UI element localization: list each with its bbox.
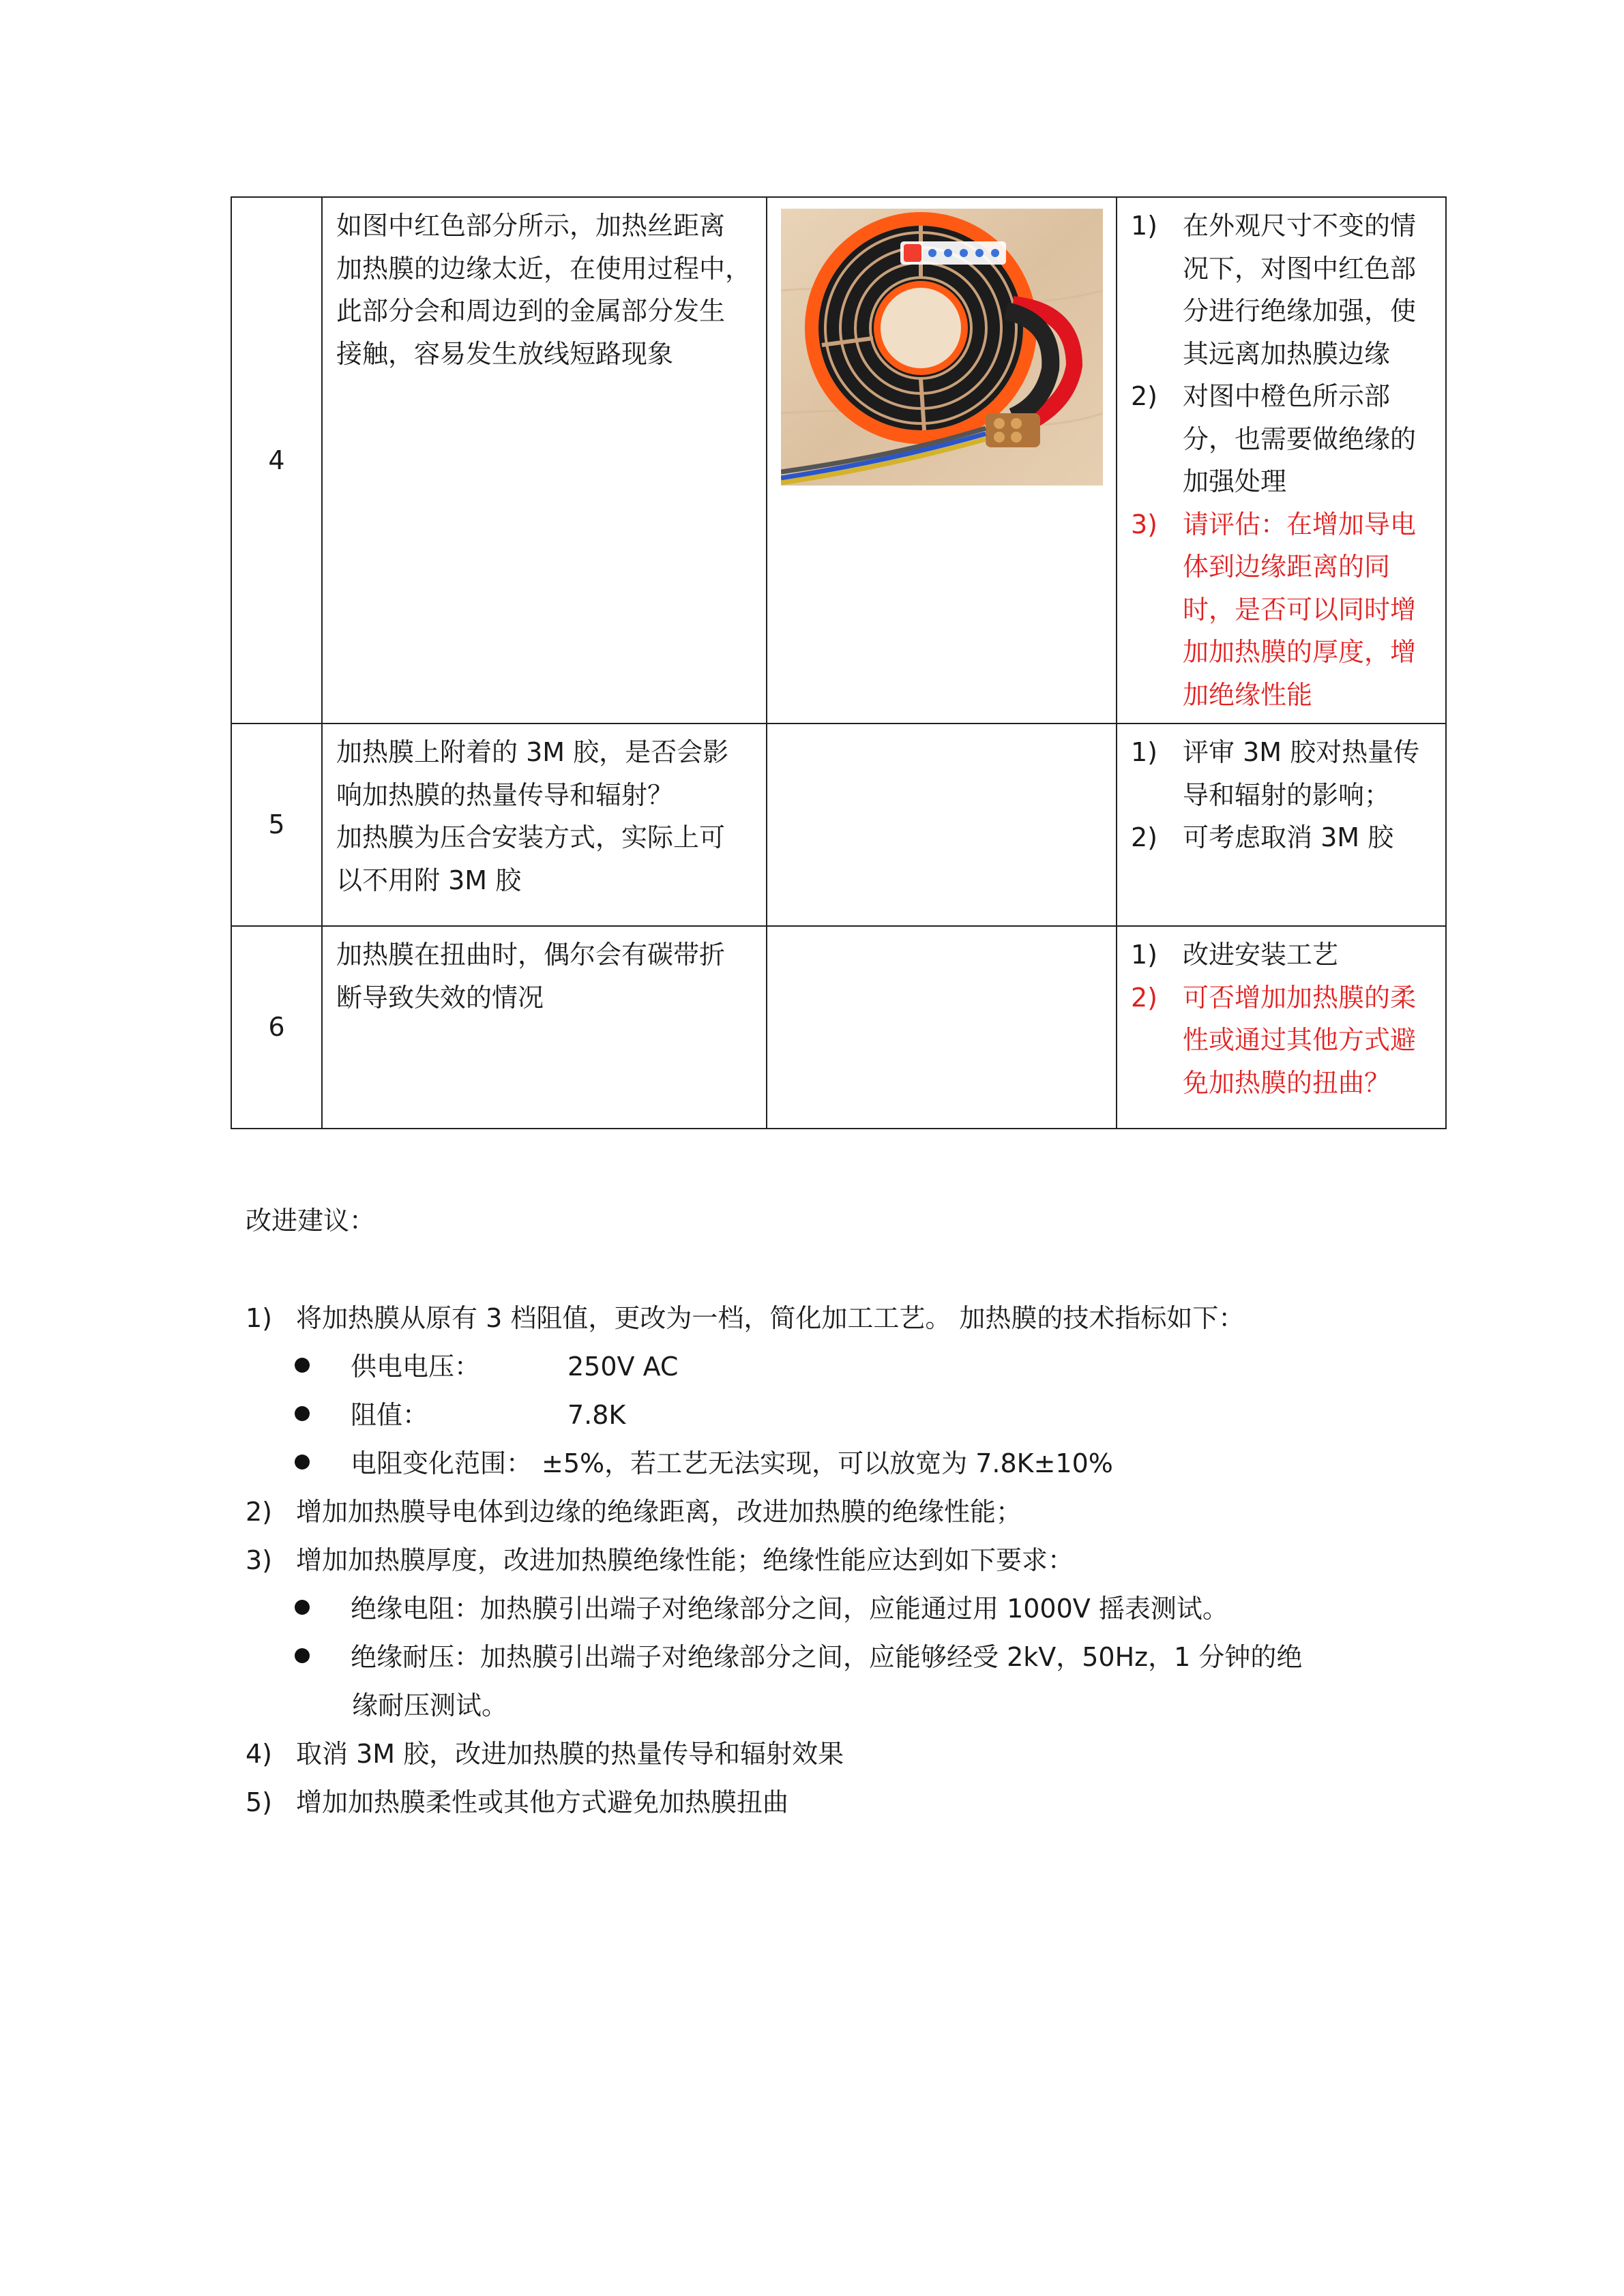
problem-cell: 如图中红色部分所示，加热丝距离 加热膜的边缘太近，在使用过程中， 此部分会和周边到的金属部分发生 接触，容易发生放线短路现象	[322, 197, 767, 724]
bullet-icon	[295, 1455, 310, 1470]
spec-item: 供电电压： 250V AC	[295, 1343, 678, 1391]
list-item: 1) 在外观尺寸不变的情 况下，对图中红色部 分进行绝缘加强，使 其远离加热膜边缘	[1131, 211, 1417, 369]
problem-cell: 加热膜上附着的 3M 胶，是否会影 响加热膜的热量传导和辐射？ 加热膜为压合安装方式，实际上可 以不用附 3M 胶	[322, 724, 767, 926]
image-cell	[767, 724, 1117, 926]
list-item: 2) 对图中橙色所示部 分，也需要做绝缘的 加强处理	[1131, 381, 1417, 496]
requirement-item: 绝缘耐压：加热膜引出端子对绝缘部分之间，应能够经受 2kV，50Hz，1 分钟的绝	[295, 1633, 1302, 1682]
spec-item: 电阻变化范围： ±5%，若工艺无法实现，可以放宽为 7.8K±10%	[295, 1440, 1113, 1488]
solution-cell	[1117, 197, 1446, 724]
image-cell	[767, 926, 1117, 1129]
bullet-icon	[295, 1600, 310, 1615]
bullet-icon	[295, 1358, 310, 1373]
section-heading: 改进建议：	[246, 1206, 376, 1236]
list-item: 3) 请评估：在增加导电 体到边缘距离的同 时，是否可以同时增 加加热膜的厚度，增 加绝缘性能	[1131, 509, 1417, 710]
list-item: 2) 增加加热膜导电体到边缘的绝缘距离，改进加热膜的绝缘性能；	[246, 1497, 1022, 1527]
bullet-icon	[295, 1648, 310, 1663]
image-cell	[767, 197, 1117, 724]
heating-film-photo	[781, 209, 1103, 486]
list-item: 4) 取消 3M 胶，改进加热膜的热量传导和辐射效果	[246, 1739, 844, 1769]
table-row	[231, 197, 1446, 724]
list-item: 1) 评审 3M 胶对热量传 导和辐射的影响；	[1131, 737, 1420, 810]
list-item: 1) 将加热膜从原有 3 档阻值，更改为一档，简化加工工艺。 加热膜的技术指标如下：	[246, 1303, 1245, 1333]
bullet-icon	[295, 1406, 310, 1421]
solution-cell	[1117, 724, 1446, 926]
table-row	[231, 926, 1446, 1129]
problem-cell: 加热膜在扭曲时，偶尔会有碳带折 断导致失效的情况	[322, 926, 767, 1129]
list-item: 5) 增加加热膜柔性或其他方式避免加热膜扭曲	[246, 1787, 789, 1817]
row-number: 4	[231, 197, 322, 724]
list-item: 2) 可考虑取消 3M 胶	[1131, 822, 1394, 852]
issues-table	[231, 196, 1447, 1129]
list-item: 3) 增加加热膜厚度，改进加热膜绝缘性能；绝缘性能应达到如下要求：	[246, 1545, 1074, 1575]
spec-item: 阻值： 7.8K	[295, 1391, 625, 1440]
table-row	[231, 724, 1446, 926]
requirement-item-continued: 缘耐压测试。	[352, 1690, 508, 1720]
row-number: 6	[231, 926, 322, 1129]
list-item: 1) 改进安装工艺	[1131, 940, 1339, 970]
solution-cell	[1117, 926, 1446, 1129]
row-number: 5	[231, 724, 322, 926]
list-item: 2) 可否增加加热膜的柔 性或通过其他方式避 免加热膜的扭曲？	[1131, 982, 1417, 1098]
requirement-item: 绝缘电阻：加热膜引出端子对绝缘部分之间，应能通过用 1000V 摇表测试。	[295, 1585, 1228, 1633]
